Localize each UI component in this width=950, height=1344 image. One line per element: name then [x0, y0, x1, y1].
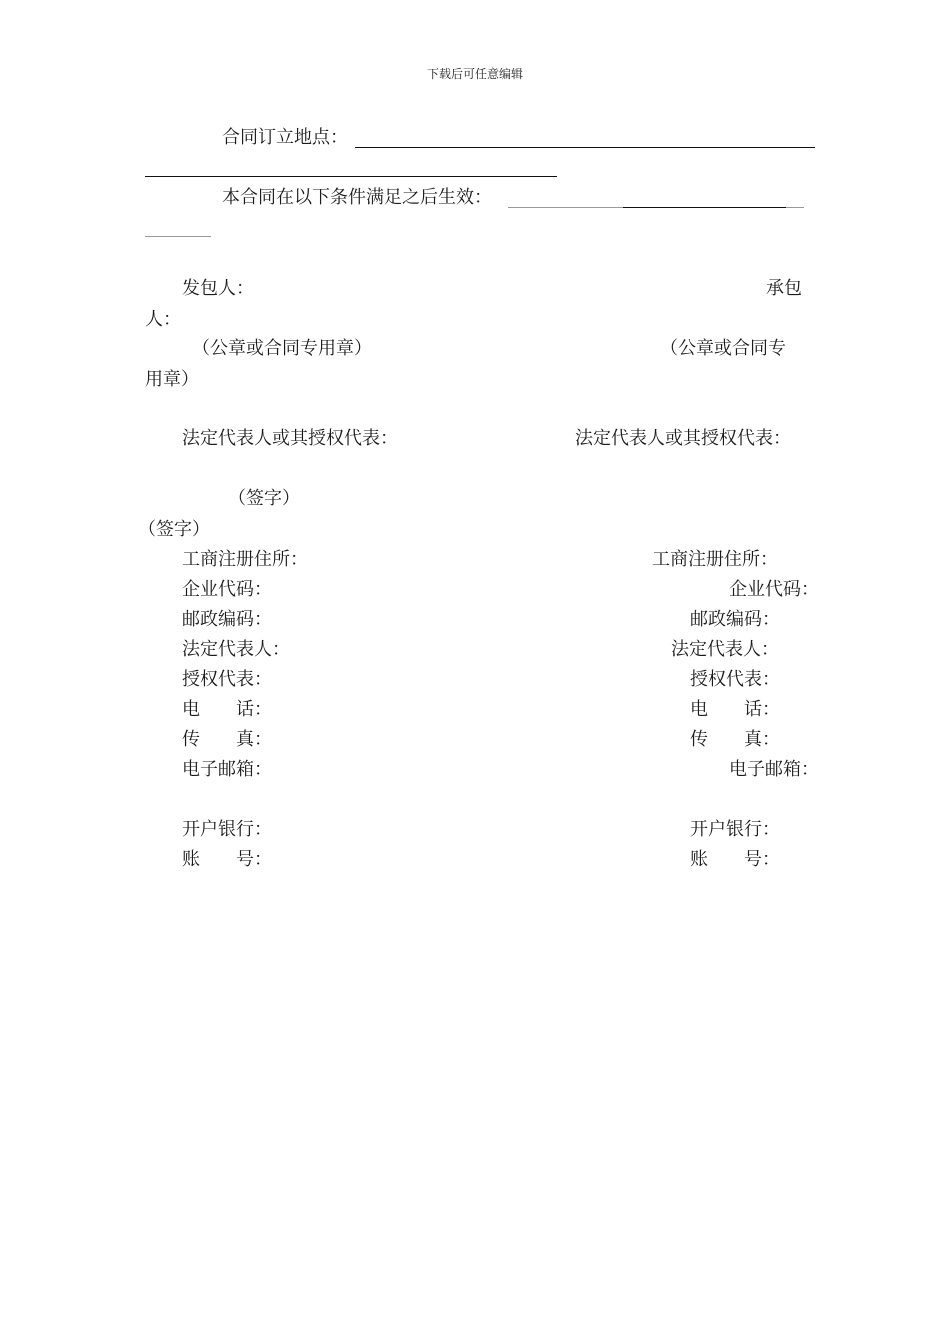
- employer-rep-label: 法定代表人或其授权代表：: [182, 428, 398, 449]
- employer-sign-note: （签字）: [228, 488, 300, 509]
- contractor-legal-rep-label: 法定代表人：: [671, 639, 779, 660]
- contractor-label-part1: 承包: [766, 278, 802, 299]
- employer-account-label: 账 号：: [182, 849, 272, 870]
- contractor-code-label: 企业代码：: [729, 579, 819, 600]
- effective-condition-field-seg3[interactable]: [786, 207, 804, 208]
- employer-phone-label: 电 话：: [182, 699, 272, 720]
- employer-postal-label: 邮政编码：: [182, 609, 272, 630]
- contractor-phone-label: 电 话：: [690, 699, 780, 720]
- contractor-address-label: 工商注册住所：: [652, 549, 778, 570]
- contractor-email-label: 电子邮箱：: [729, 759, 819, 780]
- employer-fax-label: 传 真：: [182, 729, 272, 750]
- employer-code-label: 企业代码：: [182, 579, 272, 600]
- employer-seal-note: （公章或合同专用章）: [192, 338, 372, 359]
- effective-condition-field-seg1[interactable]: [508, 207, 623, 208]
- page-header-note: 下载后可任意编辑: [426, 67, 523, 81]
- effective-condition-field-seg2[interactable]: [623, 207, 786, 208]
- contract-place-field-line2[interactable]: [145, 176, 557, 177]
- effective-condition-label: 本合同在以下条件满足之后生效：: [222, 187, 492, 208]
- employer-label: 发包人：: [182, 278, 254, 299]
- employer-bank-label: 开户银行：: [182, 819, 272, 840]
- contract-place-field-line1[interactable]: [355, 147, 815, 148]
- employer-address-label: 工商注册住所：: [182, 549, 308, 570]
- contractor-rep-label: 法定代表人或其授权代表：: [575, 428, 791, 449]
- contractor-label-part2: 人：: [145, 309, 181, 330]
- contract-place-label: 合同订立地点：: [222, 127, 348, 148]
- contractor-auth-rep-label: 授权代表：: [690, 669, 780, 690]
- contractor-fax-label: 传 真：: [690, 729, 780, 750]
- contractor-bank-label: 开户银行：: [690, 819, 780, 840]
- contractor-postal-label: 邮政编码：: [690, 609, 780, 630]
- contractor-seal-note-part2: 用章）: [145, 369, 199, 390]
- contractor-sign-note: （签字）: [138, 519, 210, 540]
- employer-auth-rep-label: 授权代表：: [182, 669, 272, 690]
- effective-condition-field-line2[interactable]: [145, 236, 211, 237]
- contractor-seal-note-part1: （公章或合同专: [660, 338, 786, 359]
- contractor-account-label: 账 号：: [690, 849, 780, 870]
- employer-email-label: 电子邮箱：: [182, 759, 272, 780]
- employer-legal-rep-label: 法定代表人：: [182, 639, 290, 660]
